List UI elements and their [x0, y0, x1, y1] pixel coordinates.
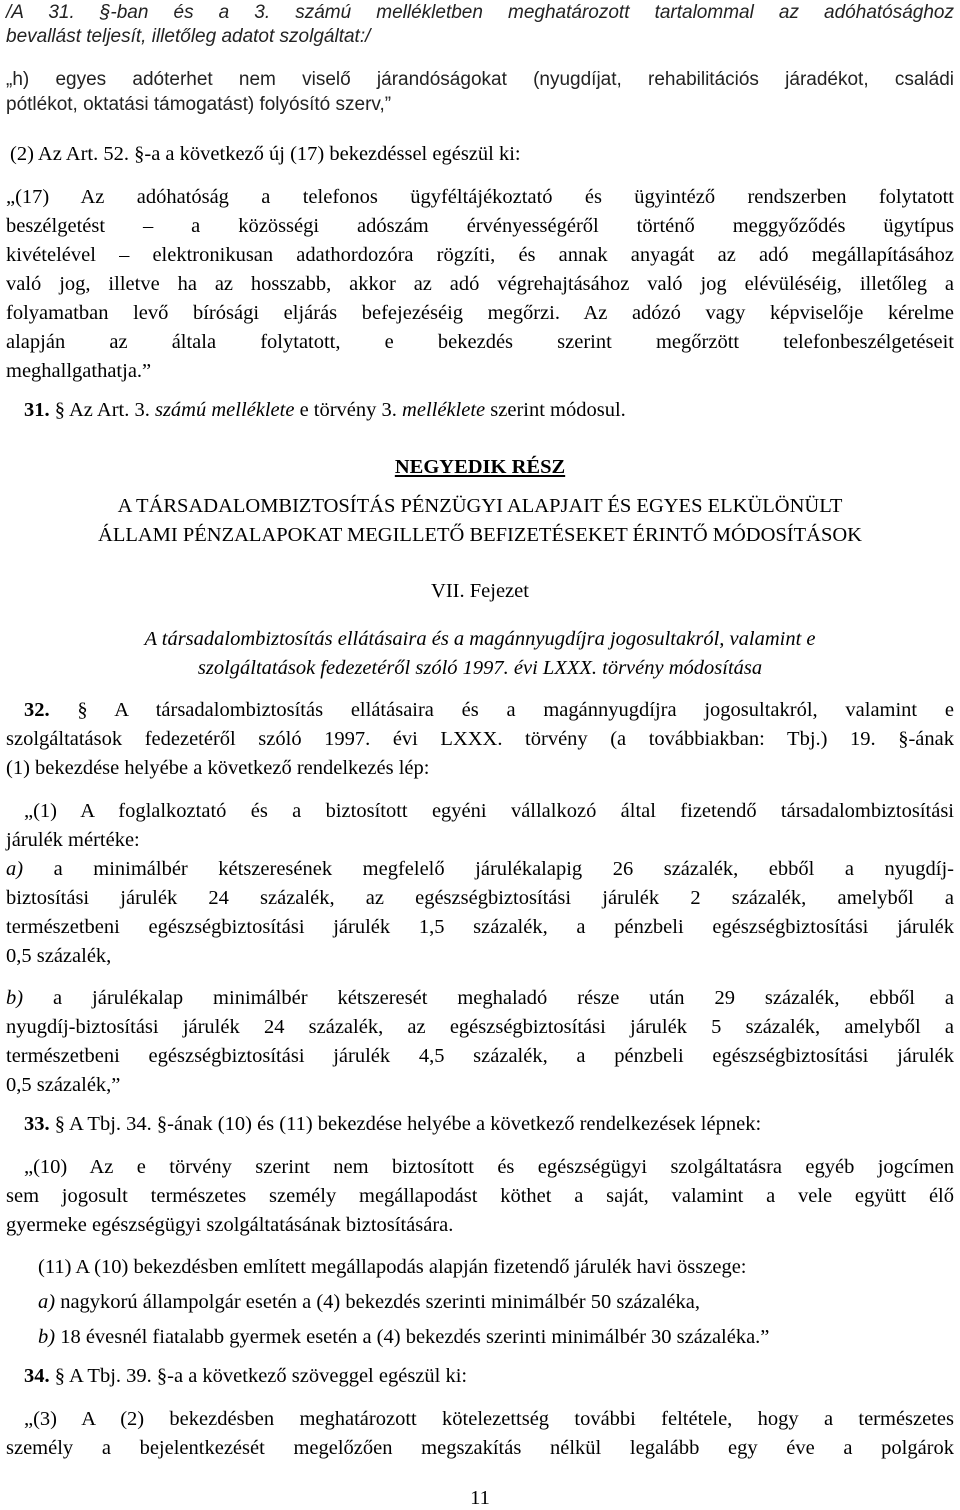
text-line: alapján az általa folytatott, e bekezdés szerint megőrzött telefonbeszélgetéseit — [6, 331, 954, 353]
section-number: 32. — [24, 699, 50, 721]
text-line: természetbeni egészségbiztosítási járulék 1,5 százalék, a pénzbeli egészségbiztosítási járulék — [6, 916, 954, 938]
text-line: (11) A (10) bekezdésben említett megállapodás alapján fizetendő járulék havi összege: — [38, 1256, 747, 1278]
section-paragraph — [24, 1363, 960, 1389]
text-line: beszélgetést – a közösségi adószám érvényességéről történő meggyőződés ügytípus — [6, 215, 954, 237]
text-line: kivételével – elektronikusan adathordozóra rögzíti, és annak anyagát az adó megállapításához — [6, 244, 954, 266]
list-label: a) — [6, 858, 24, 880]
list-item — [6, 856, 954, 882]
text-line: (2) Az Art. 52. §-a a következő új (17) bekezdéssel egészül ki: — [10, 143, 521, 165]
text-span: a minimálbér kétszeresének megfelelő járulékalapig 26 százalék, ebből a nyugdíj- — [23, 858, 954, 880]
text-span: számú melléklete — [154, 399, 295, 421]
text-line: természetbeni egészségbiztosítási járulék 4,5 százalék, a pénzbeli egészségbiztosítási járulék — [6, 1045, 954, 1067]
section-paragraph — [24, 397, 960, 423]
text-span: szerint módosul. — [485, 399, 626, 421]
text-line: 0,5 százalék,” — [6, 1074, 121, 1096]
list-label: b) — [38, 1326, 56, 1348]
section-number: 33. — [24, 1113, 50, 1135]
text-line: pótlékot, oktatási támogatást) folyósító szerv,” — [6, 94, 392, 115]
text-line: /A 31. §-ban és a 3. számú mellékletben meghatározott tartalommal az adóhatósághoz — [6, 2, 954, 23]
text-line: „(17) Az adóhatóság a telefonos ügyféltájékoztató és ügyintéző rendszerben folytatott — [6, 186, 954, 208]
text-line: „(10) Az e törvény szerint nem biztosított és egészségügyi szolgáltatásra egyéb jogcímen — [24, 1156, 954, 1178]
text-line: személy a bejelentkezését megelőzően megszakítás nélkül legalább egy éve a polgárok — [6, 1437, 954, 1459]
list-item — [6, 985, 954, 1011]
text-line: 0,5 százalék, — [6, 945, 112, 967]
list-item — [38, 1289, 960, 1315]
text-span: § A Tbj. 39. §-a a következő szöveggel egészül ki: — [49, 1365, 468, 1387]
text-line: biztosítási járulék 24 százalék, az egészségbiztosítási járulék 2 százalék, amelyből a — [6, 887, 954, 909]
text-span: § Az Art. 3. — [49, 399, 155, 421]
text-line: nyugdíj-biztosítási járulék 24 százalék, az egészségbiztosítási járulék 5 százalék, amelyből a — [6, 1016, 954, 1038]
chapter-title: szolgáltatások fedezetéről szóló 1997. évi LXXX. törvény módosítása — [197, 657, 763, 679]
list-label: a) — [38, 1291, 56, 1313]
section-number: 31. — [24, 399, 50, 421]
section-number: 34. — [24, 1365, 50, 1387]
text-span: 18 évesnél fiatalabb gyermek esetén a (4) bekezdés szerinti minimálbér 30 százaléka.” — [55, 1326, 770, 1348]
part-heading: NEGYEDIK RÉSZ — [394, 456, 566, 478]
part-title: A TÁRSADALOMBIZTOSÍTÁS PÉNZÜGYI ALAPJAIT ÉS EGYES ELKÜLÖNÜLT — [117, 495, 843, 517]
part-title: ÁLLAMI PÉNZALAPOKAT MEGILLETŐ BEFIZETÉSEKET ÉRINTŐ MÓDOSÍTÁSOK — [98, 524, 862, 546]
text-line: szolgáltatások fedezetéről szóló 1997. évi LXXX. törvény (a továbbiakban: Tbj.) 19. §-ának — [6, 728, 954, 750]
text-span: § A Tbj. 34. §-ának (10) és (11) bekezdése helyébe a következő rendelkezések lépnek: — [49, 1113, 762, 1135]
text-line: meghallgathatja.” — [6, 360, 152, 382]
list-item — [38, 1324, 960, 1350]
text-line: „h) egyes adóterhet nem viselő járandóságokat (nyugdíjat, rehabilitációs járadékot, családi — [6, 69, 954, 90]
chapter-title: A társadalombiztosítás ellátásaira és a magánnyugdíjra jogosultakról, valamint e — [144, 628, 816, 650]
text-line: gyermeke egészségügyi szolgáltatásának biztosítására. — [6, 1214, 454, 1236]
section-paragraph — [24, 1111, 960, 1137]
text-span: e törvény 3. — [294, 399, 403, 421]
text-line: „(3) A (2) bekezdésben meghatározott kötelezettség további feltétele, hogy a természetes — [24, 1408, 954, 1430]
chapter-heading: VII. Fejezet — [431, 580, 529, 602]
text-line: sem jogosult természetes személy megállapodást köthet a saját, valamint a vele együtt élő — [6, 1185, 954, 1207]
text-line: bevallást teljesít, illetőleg adatot szolgáltat:/ — [6, 26, 371, 47]
text-line: folyamatban levő bírósági eljárás befejezéséig megőrzi. Az adózó vagy képviselője kérelme — [6, 302, 954, 324]
text-span: nagykorú állampolgár esetén a (4) bekezdés szerinti minimálbér 50 százaléka, — [55, 1291, 700, 1313]
text-line: „(1) A foglalkoztató és a biztosított egyéni vállalkozó által fizetendő társadalombiztosítási — [24, 800, 954, 822]
text-line: való jog, illetve ha az hosszabb, akkor az adó végrehajtásához való jog elévüléséig, illetőleg a — [6, 273, 954, 295]
text-span: a járulékalap minimálbér kétszeresét meghaladó része után 29 százalék, ebből a — [23, 987, 954, 1009]
text-line: járulék mértéke: — [6, 829, 140, 851]
section-paragraph — [24, 697, 954, 723]
text-span: melléklete — [402, 399, 486, 421]
text-line: (1) bekezdése helyébe a következő rendelkezés lép: — [6, 757, 430, 779]
list-label: b) — [6, 987, 24, 1009]
text-span: § A társadalombiztosítás ellátásaira és a magánnyugdíjra jogosultakról, valamint e — [49, 699, 954, 721]
page-number: 11 — [470, 1487, 490, 1509]
